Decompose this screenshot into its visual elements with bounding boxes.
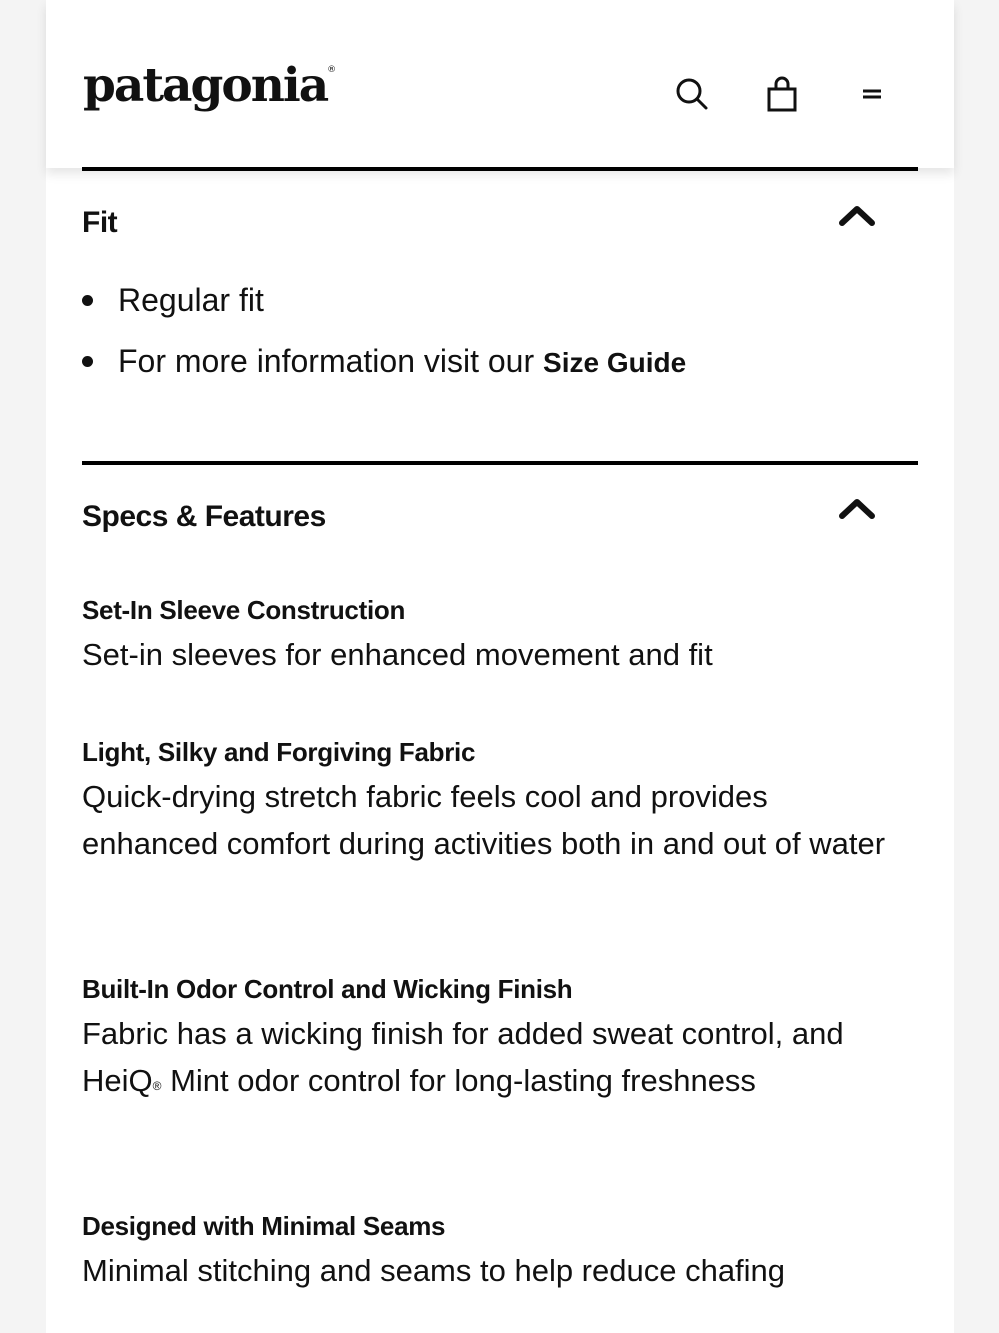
- specs-section-divider: [82, 461, 918, 465]
- feature-title: Light, Silky and Forgiving Fabric: [82, 737, 476, 767]
- feature-description: Minimal stitching and seams to help reduce chafing: [82, 1253, 786, 1288]
- search-icon[interactable]: [672, 74, 712, 114]
- feature-description: Set-in sleeves for enhanced movement and fit: [82, 637, 713, 672]
- feature-title: Built-In Odor Control and Wicking Finish: [82, 974, 573, 1004]
- bullet-icon: [82, 295, 93, 306]
- feature-title: Designed with Minimal Seams: [82, 1211, 446, 1241]
- logo-text: patagonia: [83, 58, 328, 113]
- feature-description-end: Mint odor control for long-lasting freshness: [161, 1063, 756, 1098]
- list-item-text: Regular fit: [118, 282, 264, 318]
- size-guide-link[interactable]: Size Guide: [543, 347, 687, 378]
- shopping-bag-icon[interactable]: [762, 74, 802, 114]
- bullet-icon: [82, 356, 93, 367]
- fit-section-divider: [82, 167, 918, 171]
- feature-description-start: Fabric has a wicking finish for added sweat control, and HeiQ: [82, 1016, 844, 1098]
- site-header: [46, 0, 954, 168]
- fit-section-title[interactable]: Fit: [82, 206, 118, 239]
- list-item-text: For more information visit our: [118, 343, 535, 379]
- feature-item: [82, 593, 902, 678]
- feature-title: Set-In Sleeve Construction: [82, 595, 406, 625]
- feature-item: [82, 1209, 902, 1294]
- registered-mark: ®: [152, 1079, 162, 1093]
- chevron-up-icon[interactable]: [838, 495, 876, 521]
- chevron-up-icon[interactable]: [838, 202, 876, 228]
- specs-section-title[interactable]: Specs & Features: [82, 500, 326, 533]
- feature-item: [82, 735, 902, 867]
- menu-icon[interactable]: [852, 74, 892, 114]
- fit-list: [82, 280, 686, 402]
- list-item: [82, 280, 686, 341]
- logo-registered-mark: ®: [327, 65, 337, 75]
- patagonia-logo[interactable]: [83, 58, 337, 113]
- feature-item: [82, 972, 902, 1104]
- feature-description: [82, 1010, 902, 1104]
- list-item: [82, 341, 686, 402]
- page: [46, 0, 954, 1333]
- feature-description: Quick-drying stretch fabric feels cool and provides enhanced comfort during activities both in and out of water: [82, 779, 886, 861]
